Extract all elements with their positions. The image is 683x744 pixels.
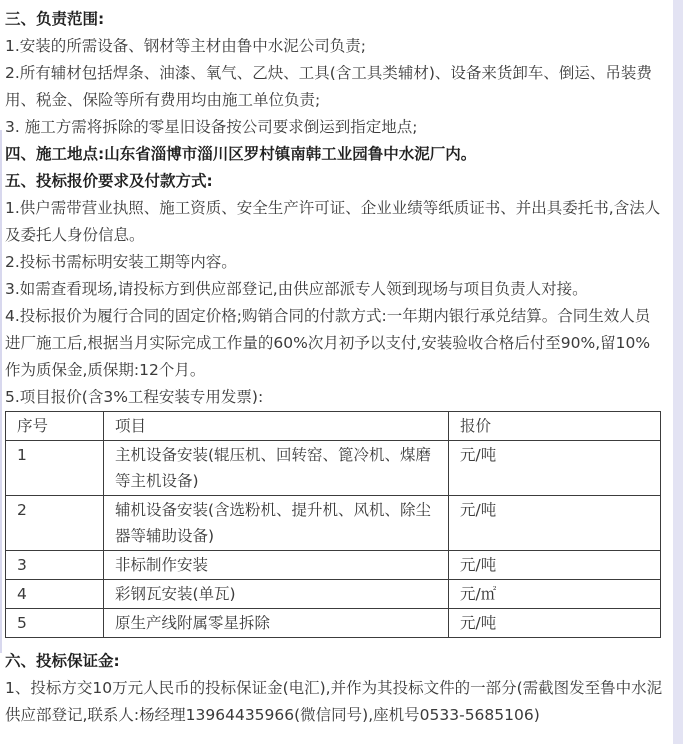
section5-item-4: 4.投标报价为履行合同的固定价格;购销合同的付款方式:一年期内银行承兑结算。合同生效人员进厂施工后,根据当月实际完成工作量的60%次月初予以支付,安装验收合格后付至90%,留10%作为质保金,质保期:12个月。	[5, 307, 651, 379]
cell-quote: 元/吨	[449, 551, 661, 580]
table-row	[6, 551, 661, 580]
section3-item-2: 2.所有辅材包括焊条、油漆、氧气、乙炔、工具(含工具类辅材)、设备来货卸车、倒运、吊装费用、税金、保险等所有费用均由施工单位负责;	[5, 64, 652, 109]
section-bid-quote-payment	[5, 168, 663, 638]
right-edge-strip	[673, 0, 683, 744]
cell-project: 辅机设备安装(含选粉机、提升机、风机、除尘器等辅助设备)	[104, 496, 449, 551]
column-header-index: 序号	[6, 412, 104, 441]
cell-project: 彩钢瓦安装(单瓦)	[104, 580, 449, 609]
section3-item-3: 3. 施工方需将拆除的零星旧设备按公司要求倒运到指定地点;	[5, 118, 418, 136]
section3-item-1: 1.安装的所需设备、钢材等主材由鲁中水泥公司负责;	[5, 37, 367, 55]
section5-item-5: 5.项目报价(含3%工程安装专用发票):	[5, 388, 264, 406]
cell-quote: 元/㎡	[449, 580, 661, 609]
cell-quote: 元/吨	[449, 609, 661, 638]
cell-project: 主机设备安装(辊压机、回转窑、篦冷机、煤磨等主机设备)	[104, 441, 449, 496]
column-header-quote: 报价	[449, 412, 661, 441]
section5-item-3: 3.如需查看现场,请投标方到供应部登记,由供应部派专人领到现场与项目负责人对接。	[5, 280, 588, 298]
section4-heading: 四、施工地点:山东省淄博市淄川区罗村镇南韩工业园鲁中水泥厂内。	[5, 145, 477, 163]
cell-project: 原生产线附属零星拆除	[104, 609, 449, 638]
cell-index: 3	[6, 551, 104, 580]
cell-project: 非标制作安装	[104, 551, 449, 580]
cell-quote: 元/吨	[449, 496, 661, 551]
cell-index: 4	[6, 580, 104, 609]
cell-index: 1	[6, 441, 104, 496]
section-bid-deposit	[5, 648, 663, 729]
section5-item-1: 1.供户需带营业执照、施工资质、安全生产许可证、企业业绩等纸质证书、并出具委托书,含法人及委托人身份信息。	[5, 199, 661, 244]
left-edge-border-line	[0, 130, 2, 653]
cell-quote: 元/吨	[449, 441, 661, 496]
table-row	[6, 580, 661, 609]
section6-heading: 六、投标保证金:	[5, 652, 120, 670]
section-responsibility-scope	[5, 6, 663, 141]
cell-index: 5	[6, 609, 104, 638]
table-header-row	[6, 412, 661, 441]
section-construction-site	[5, 141, 663, 168]
table-row	[6, 441, 661, 496]
table-row	[6, 609, 661, 638]
section5-item-2: 2.投标书需标明安装工期等内容。	[5, 253, 237, 271]
section6-item-1: 1、投标方交10万元人民币的投标保证金(电汇),并作为其投标文件的一部分(需截图发至鲁中水泥供应部登记,联系人:杨经理13964435966(微信同号),座机号0533-5685106)	[5, 679, 663, 724]
table-row	[6, 496, 661, 551]
project-quote-table	[5, 411, 661, 638]
section3-heading: 三、负责范围:	[5, 10, 105, 28]
column-header-project: 项目	[104, 412, 449, 441]
section5-heading: 五、投标报价要求及付款方式:	[5, 172, 213, 190]
cell-index: 2	[6, 496, 104, 551]
